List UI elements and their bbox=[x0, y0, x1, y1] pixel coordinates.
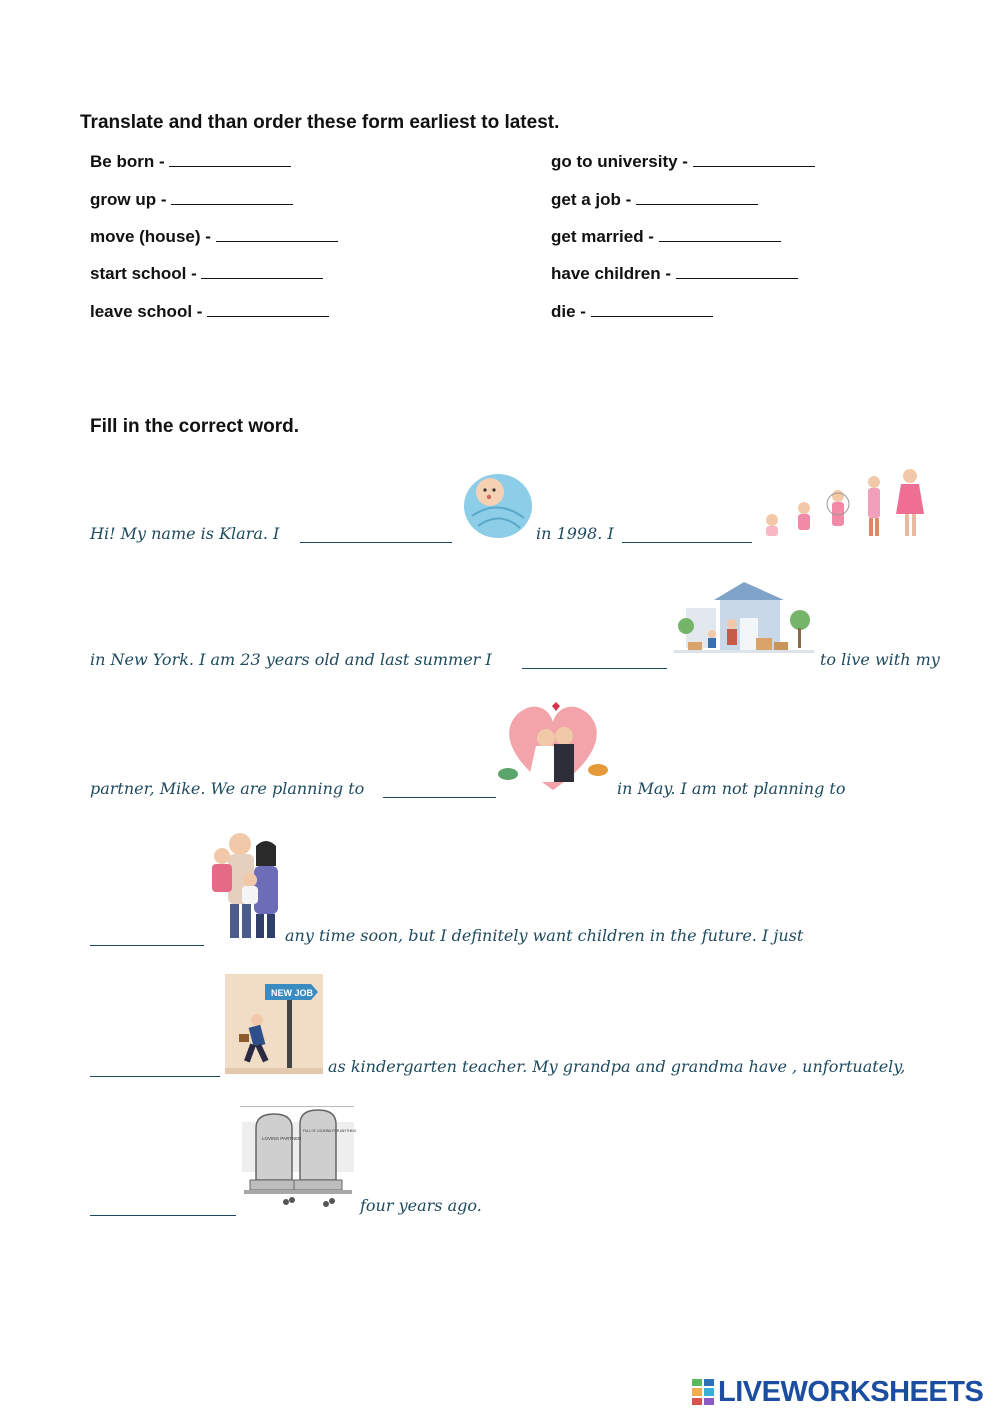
vocab-item-leave-school: leave school - bbox=[90, 302, 329, 322]
grave-right-text: FULL OF LOOKING FOR ANYTHING bbox=[303, 1129, 356, 1133]
vocab-item-be-born: Be born - bbox=[90, 152, 291, 172]
new-job-sign-text: NEW JOB bbox=[271, 988, 314, 998]
vocab-item-go-to-university: go to university - bbox=[551, 152, 815, 172]
story-text-5: partner, Mike. We are planning to bbox=[90, 779, 365, 798]
vocab-item-grow-up: grow up - bbox=[90, 190, 293, 210]
answer-field-7[interactable] bbox=[90, 1195, 236, 1216]
growing-up-image bbox=[758, 466, 928, 540]
story-text-7: any time soon, but I definitely want children in the future. I just bbox=[285, 926, 804, 945]
answer-field-4[interactable] bbox=[383, 777, 496, 798]
grave-left-text: LOVING PARTNER bbox=[262, 1136, 302, 1141]
logo-text: LIVEWORKSHEETS bbox=[718, 1375, 984, 1408]
exercise2-title: Fill in the correct word. bbox=[90, 416, 300, 437]
wedding-image bbox=[496, 698, 610, 796]
vocab-item-die: die - bbox=[551, 302, 713, 322]
vocab-item-start-school: start school - bbox=[90, 264, 323, 284]
answer-field-2[interactable] bbox=[622, 522, 752, 543]
new-job-image bbox=[225, 974, 323, 1074]
logo-grid-icon bbox=[692, 1379, 714, 1405]
story-text-6: in May. I am not planning to bbox=[617, 779, 846, 798]
vocab-item-get-married: get married - bbox=[551, 227, 781, 247]
baby-image bbox=[458, 468, 536, 540]
family-image bbox=[204, 828, 284, 940]
answer-field-5[interactable] bbox=[90, 925, 204, 946]
answer-field-6[interactable] bbox=[90, 1056, 220, 1077]
story-text-4: to live with my bbox=[820, 650, 940, 669]
moving-house-image bbox=[674, 576, 814, 662]
answer-field-1[interactable] bbox=[300, 522, 452, 543]
story-text-3: in New York. I am 23 years old and last summer I bbox=[90, 650, 492, 669]
answer-field-3[interactable] bbox=[522, 648, 667, 669]
story-text-2: in 1998. I bbox=[536, 524, 614, 543]
vocab-item-move-house: move (house) - bbox=[90, 227, 338, 247]
story-text-9: four years ago. bbox=[360, 1196, 482, 1215]
vocab-item-have-children: have children - bbox=[551, 264, 798, 284]
liveworksheets-logo bbox=[692, 1374, 983, 1410]
story-text-1: Hi! My name is Klara. I bbox=[90, 524, 280, 543]
gravestones-image bbox=[240, 1104, 356, 1214]
story-text-8: as kindergarten teacher. My grandpa and grandma have , unfortuately, bbox=[328, 1057, 906, 1076]
exercise1-title: Translate and than order these form earliest to latest. bbox=[80, 112, 560, 133]
vocab-item-get-a-job: get a job - bbox=[551, 190, 758, 210]
